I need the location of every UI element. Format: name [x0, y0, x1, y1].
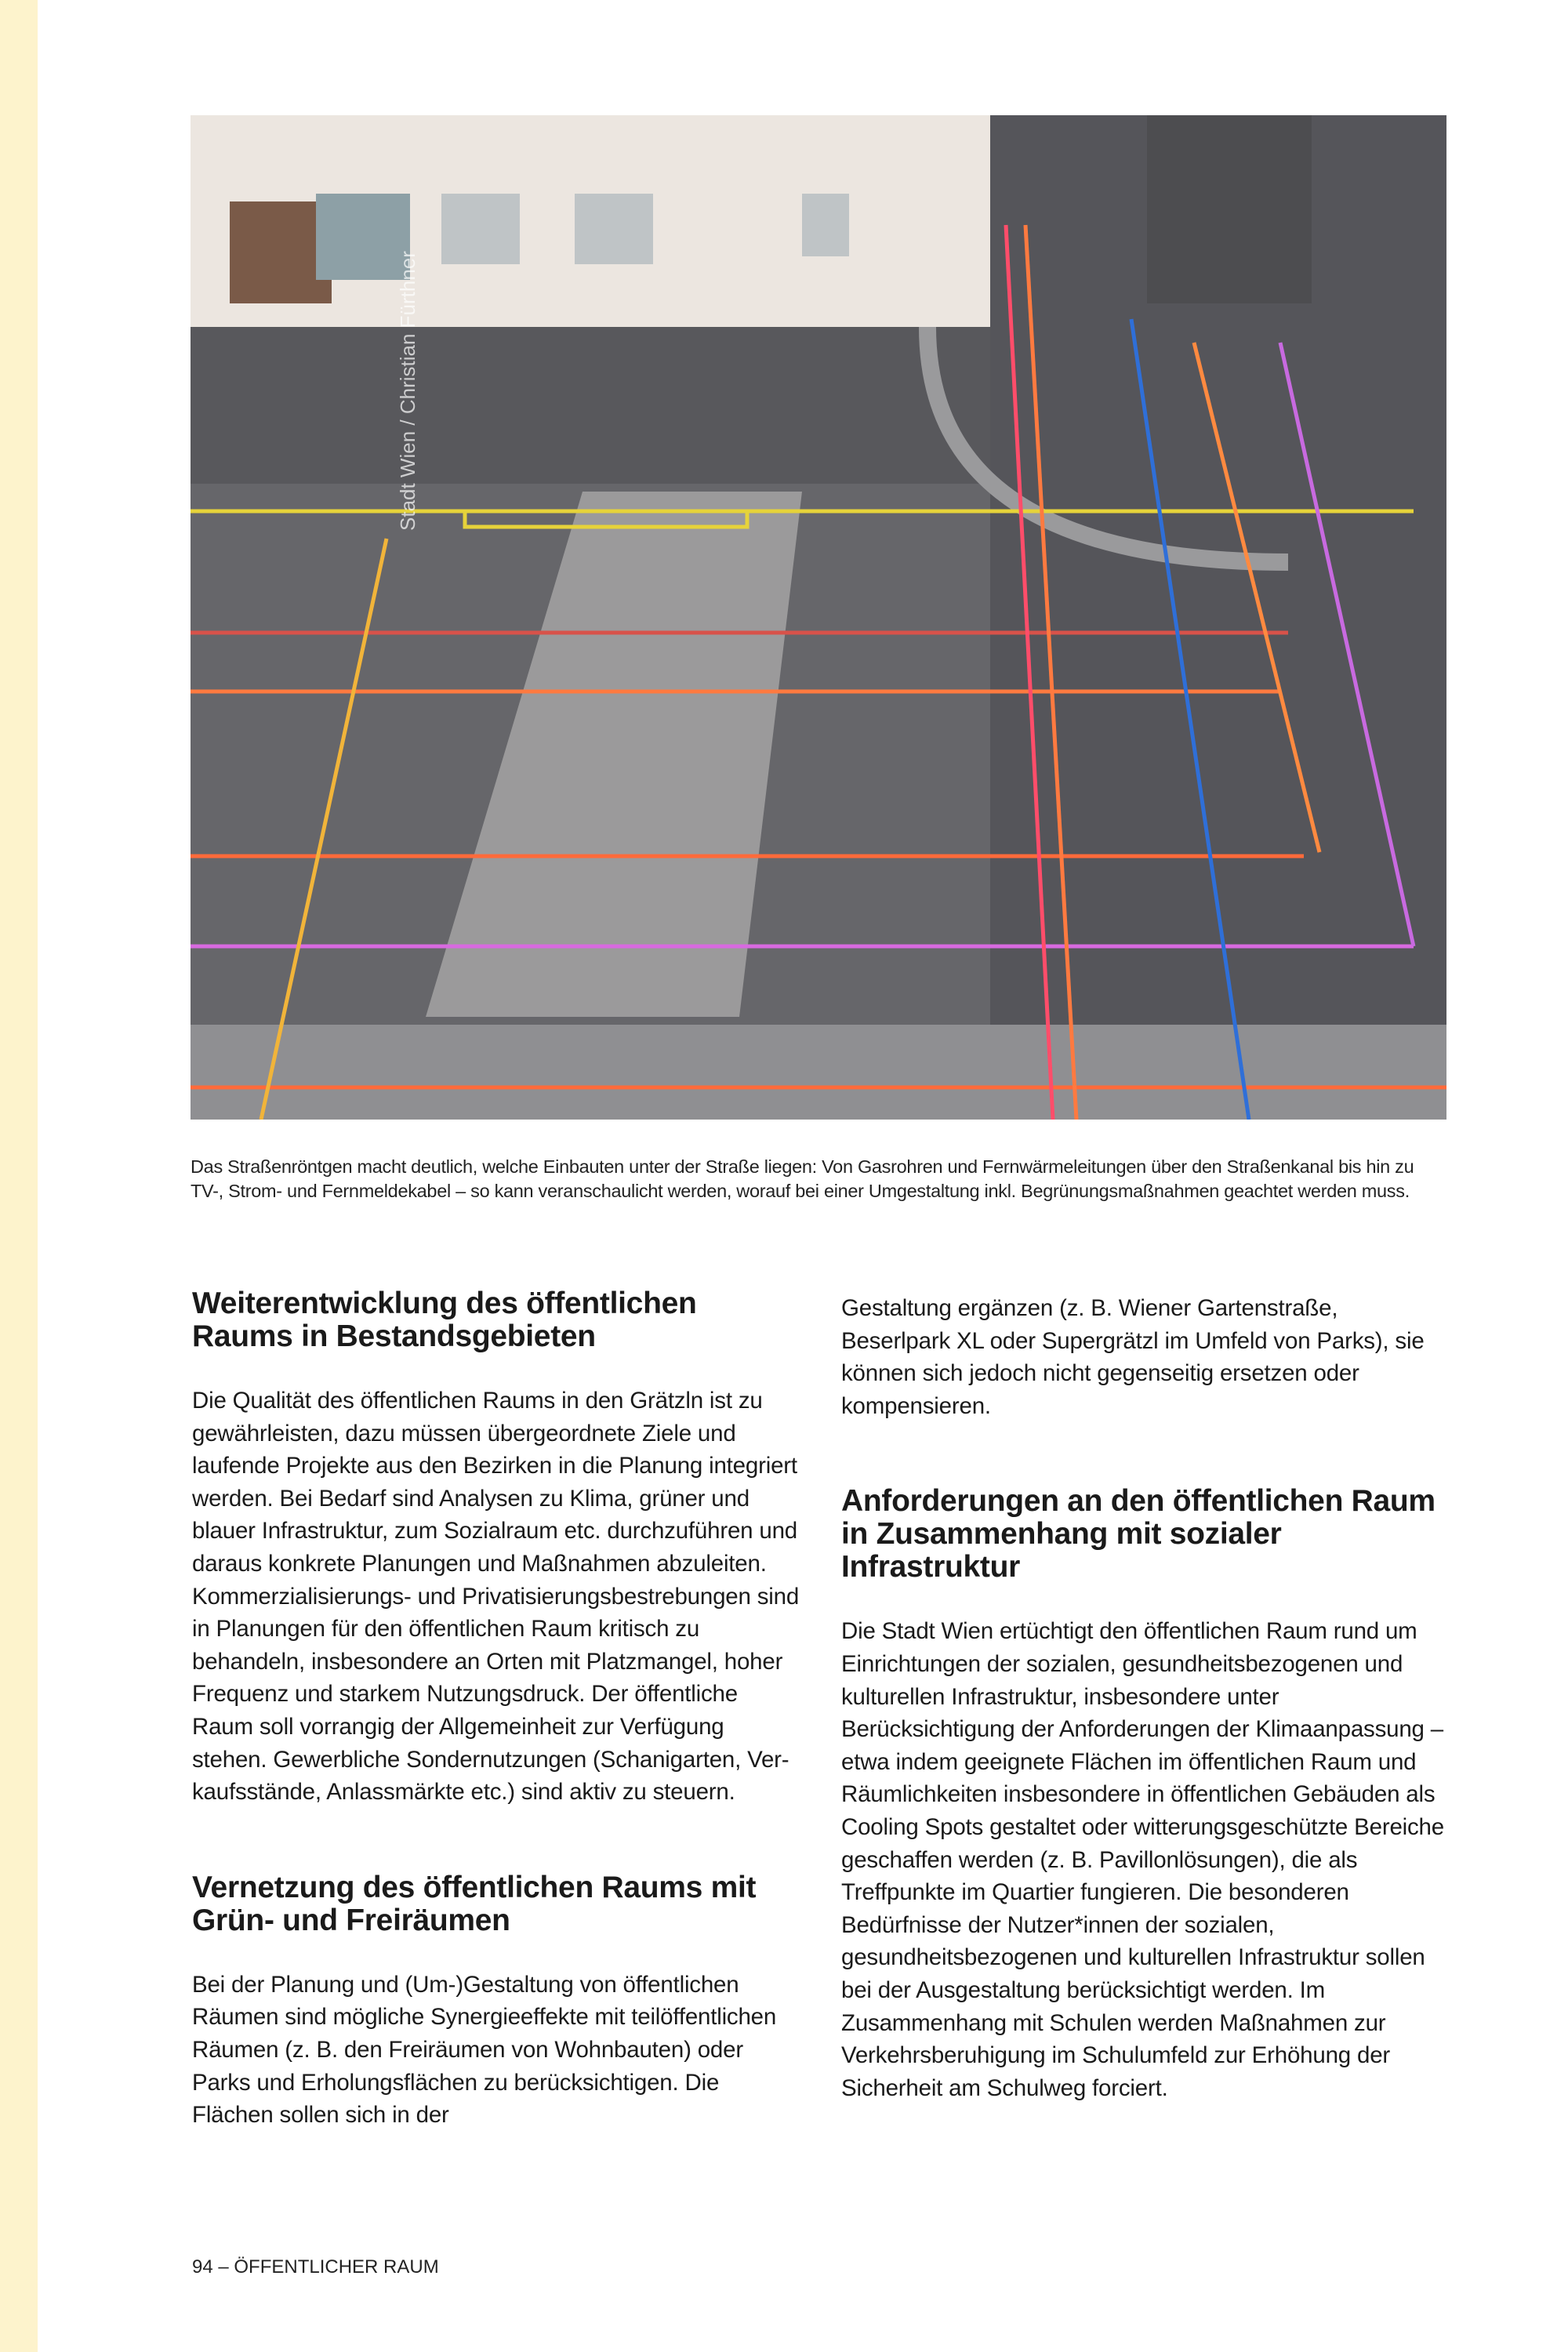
section-body: Die Stadt Wien ertüchtigt den öffentlichen Raum rund um Einrichtungen der sozialen, gesundheitsbezogenen und kulturellen Infrastruktur, insbesondere unter Berücksichtigung der Anforderungen der Klimaanpassung – etwa indem geeignete Flächen im öffentlichen Raum und Räumlichkeiten insbesondere in öffentlichen Gebäuden als Cooling Spots gestaltet oder witterungsgeschützte Bereiche geschaffen werden (z. B. Pavillonlösungen), die als Treffpunkte im Quartier fungieren. Die besonderen Bedürfnisse der Nutzer*innen der sozialen, gesundheitsbezogenen und kulturellen Infrastruktur sollen bei der Ausgestaltung berücksichtigt werden. Im Zusammenhang mit Schulen werden Maßnahmen zur Verkehrsberuhigung im Schulumfeld zur Erhöhung der Sicherheit am Schulweg forciert. — [841, 1618, 1444, 2101]
street-xray-photo — [191, 115, 1446, 1120]
section-body-continued: Gestaltung ergänzen (z. B. Wiener Gartenstraße, Beserlpark XL oder Supergrätzl im Umfeld von Parks), sie können sich jedoch nicht gegenseitig ersetzen oder kompensieren. — [841, 1295, 1425, 1419]
section-heading: Vernetzung des öffentlichen Raums mit Grün- und Freiräumen — [192, 1870, 757, 1937]
photo-caption: Das Straßenröntgen macht deutlich, welche Einbauten unter der Straße liegen: Von Gasrohren und Fernwärmeleitungen über den Straßenkanal bis hin zu TV-, Strom- und Fernmeldekabel – so kann veranschaulicht werden, worauf bei einer Umgestaltung inkl. Begrünungsmaßnahmen geachtet werden muss. — [191, 1156, 1414, 1201]
photo-credit: Stadt Wien / Christian Fürthner — [396, 251, 419, 531]
section-heading: Anforderungen an den öffentlichen Raum in Zusammenhang mit sozialer Infrastruktur — [841, 1484, 1436, 1584]
street-photo-illustration — [191, 115, 1446, 1120]
section-body: Die Qualität des öffentlichen Raums in den Grätzln ist zu gewährleisten, dazu müssen übergeordnete Ziele und laufende Projekte aus den Bezirken in die Planung integriert werden. Bei Bedarf sind Analysen zu Klima, grüner und blauer Infrastruktur, zum Sozialraum etc. durchzuführen und daraus konkrete Planungen und Maßnahmen abzuleiten. Kommerzialisierungs- und Privatisierungsbestrebungen sind in Planungen für den öffentlichen Raum kritisch zu behandeln, insbesondere an Orten mit Platzmangel, hoher Frequenz und starkem Nutzungsdruck. Der öffentliche Raum soll vorrangig der Allgemeinheit zur Verfügung stehen. Gewerbliche Sondernutzungen (Schanigarten, Verkaufsstände, Anlassmärkte etc.) sind aktiv zu steuern. — [192, 1388, 800, 1806]
section-heading: Weiterentwicklung des öffentlichen Raums in Bestandsgebieten — [192, 1287, 697, 1353]
side-color-strip — [0, 0, 38, 2352]
right-column — [841, 1292, 1453, 2167]
section-body: Bei der Planung und (Um-)Gestaltung von öffentlichen Räumen sind mögliche Synergieeffekte mit teilöffentlichen Räumen (z. B. den Freiräumen von Wohnbauten) oder Parks und Erholungsflächen zu berücksichtigen. Die Flächen sollen sich in der — [192, 1971, 777, 2129]
page-footer: 94 – ÖFFENTLICHER RAUM — [192, 2256, 439, 2278]
left-column — [192, 1287, 804, 2194]
